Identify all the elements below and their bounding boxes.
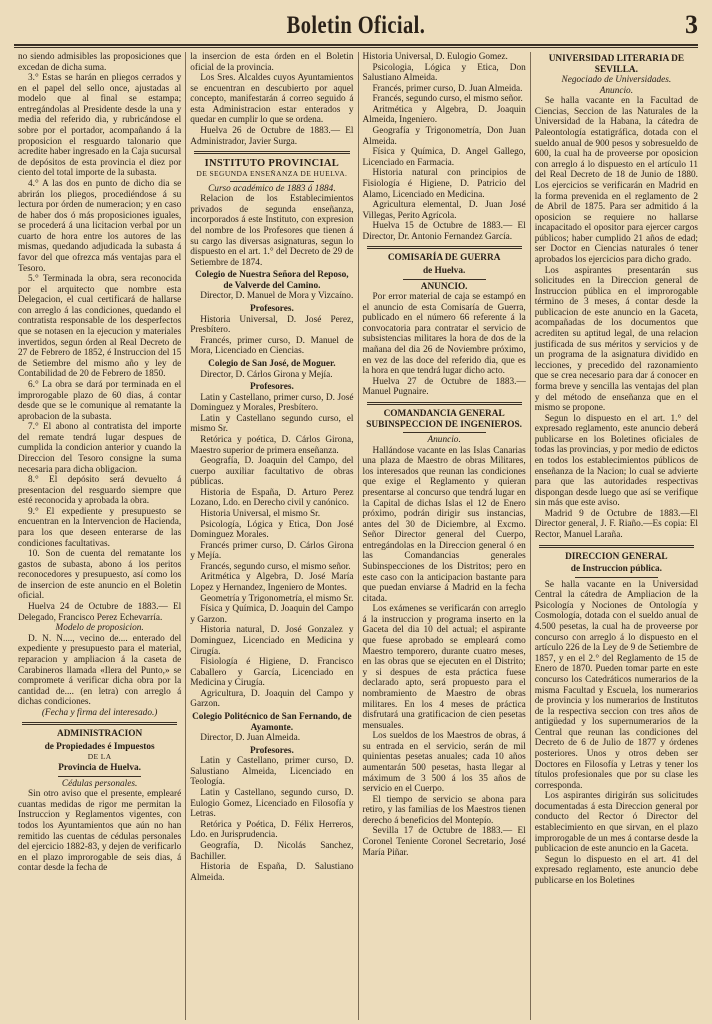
paragraph: Se halla vacante en la Universidad Central la cátedra de Ampliacion de la Psicología y Nociones de Ontología y Cosmología, dotada con el sueldo anual de 4.500 pesetas, la cual ha de proveerse por concurso con arreglo á lo dispuesto en el artículo 226 de la Ley de 9 de Setiembre de 1857, y en el 2.° del Reglamento de 15 de Enero de 1870. Pueden tomar parte en este concurso los Catedráticos numerarios de la misma Facultad y Escuela, los numerarios de provincia y los numerarios de Institutos de la respectiva seccion con tres años de antigüedad y los supernumerarios de la Central que reunan las condiciones del Decreto de 6 de Julio de 1877 y órdenes posteriores. Unos y otros deben ser Doctores en Filosofía y Letras y tener los títulos profesionales que por su clase les corresponda. xyxy=(534,579,698,791)
professor-entry: Física y Química, D. Angel Gallego, Licenciado en Farmacia. xyxy=(362,147,526,168)
professor-entry: Aritmética y Algebra, D. Joaquin Almeida, Ingeniero. xyxy=(362,104,526,126)
masthead xyxy=(14,10,698,46)
paragraph: Por error material de caja se estampó en el anuncio de esta Comisaría de Guerra, publicado en el número 66 referente á la convocatoria para contratar el servicio de subsistencias militares la hora de dos de la mañana del dia 26 de Noviembre próximo, en vez de las doce del referido dia, que es la hora en que tendrá lugar dicho acto. xyxy=(362,292,526,377)
section-label: Curso académico de 1883 á 1884. xyxy=(208,183,336,194)
professors-label: Profesores. xyxy=(249,304,294,315)
paragraph: la insercion de esta órden en el Boletin oficial de la provincia. xyxy=(190,52,354,73)
section-title: de Propiedades é Impuestos xyxy=(44,742,155,752)
divider xyxy=(575,577,658,578)
professor-entry: Historia de España, D. Salustiano Almeida. xyxy=(190,862,354,883)
section-divider xyxy=(194,151,349,154)
professor-entry: Agricultura elemental, D. Juan José Villegas, Perito Agrícola. xyxy=(362,200,526,221)
paragraph: 6.° La obra se dará por terminada en el improrogable plazo de 60 dias, á contar desde que se le comunique al rematante la aprobacion de la subasta. xyxy=(18,379,182,422)
school-director: Director, D. Manuel de Mora y Vizcaíno. xyxy=(200,291,354,302)
professor-entry: Historia Universal, D. Eulogio Gomez. xyxy=(362,52,508,62)
school-name: Colegio de San José, de Moguer. xyxy=(208,358,336,369)
section-label: Cédulas personales. xyxy=(61,778,138,789)
paragraph: Madrid 9 de Octubre de 1883.—El Director general, J. F. Riaño.—Es copia: El Rector, Manuel Laraña. xyxy=(534,508,698,541)
paragraph: Huelva 27 de Octubre de 1883.— Manuel Pugnaire. xyxy=(362,376,526,398)
section-label: Anuncio. xyxy=(427,435,461,446)
professor-entry: Geografía, D. Joaquin del Campo, del cuerpo auxiliar facultativo de obras públicas. xyxy=(190,456,354,488)
paragraph: Segun lo dispuesto en el art. 1.° del expresado reglamento, este anuncio deberá publicarse en los Boletines oficiales de todas las provincias, y por medio de edictos en todos los establecimientos públicos de enseñanza de la Nacion; lo cual se advierte para que las autoridades respectivas dispongan desde luego que así se verifique sin más que este aviso. xyxy=(534,413,698,509)
professor-entry: Geografía y Trigonometría, Don Juan Almeida. xyxy=(362,126,526,147)
paragraph: Segun lo dispuesto en el art. 41 del expresado reglamento, este anuncio debe publicarse en los Boletines xyxy=(534,854,698,886)
professor-entry: Historia de España, D. Arturo Perez Lozano, Ldo. en Derecho civil y canónico. xyxy=(190,487,354,509)
professor-entry: Psicología, Lógica y Etica, Don José Dominguez Morales. xyxy=(190,519,354,541)
section-divider xyxy=(367,402,522,405)
school-name: Colegio Politécnico de San Fernando, de Ayamonte. xyxy=(192,712,352,733)
page-title: Boletin Oficial. xyxy=(286,12,426,39)
model-title: Modelo de proposicion. xyxy=(55,623,144,634)
section-subtitle: de Huelva. xyxy=(422,265,466,276)
professor-entry: Geometría y Trigonometría, el mismo Sr. xyxy=(200,593,354,604)
section-title: COMANDANCIA GENERAL SUBINSPECCION DE INGENIEROS. xyxy=(366,408,522,430)
masthead-rule xyxy=(14,47,698,48)
section-title: DIRECCION GENERAL xyxy=(565,551,668,562)
section-divider xyxy=(539,545,694,548)
paragraph: no siendo admisibles las proposiciones que excedan de dicha suma. xyxy=(18,52,182,73)
paragraph: 4.° A las dos en punto de dicho dia se abrirán los pliegos, procediéndose á su lectura por órden de numeracion; y en caso de haber dos ó más proposiciones iguales, se procederá á una licitacion verbal por un cuarto de hora entre los autores de las mismas, quedando adjudicada la subasta á favor del que ofrezca más ventajas para el Tesoro. xyxy=(18,178,182,274)
section-title: ADMINISTRACION xyxy=(57,729,143,740)
school-director: Director, D. Juan Almeida. xyxy=(200,733,301,744)
column-2 xyxy=(186,52,358,1020)
section-divider xyxy=(22,722,177,725)
column-4 xyxy=(531,52,702,1020)
professor-entry: Latin y Castellano, segundo curso, D. Eulogio Gomez, Licenciado en Filosofía y Letras. xyxy=(190,788,354,820)
paragraph: 8.° El depósito será devuelto á presentacion del resguardo siempre que esté reconocida y aprobada la obra. xyxy=(18,475,182,507)
professor-entry: Historia Universal, D. José Perez, Presbítero. xyxy=(190,314,354,336)
professor-entry: Retórica y Poética, D. Félix Herreros, Ldo. en Jurisprudencia. xyxy=(190,819,354,841)
paragraph: Sevilla 17 de Octubre de 1883.— El Coronel Teniente Coronel Secretario, José María Piñar. xyxy=(362,826,526,858)
professor-entry: Francés primer curso, D. Cárlos Girona y Mejía. xyxy=(190,540,354,562)
paragraph: Los sueldos de los Maestros de obras, á su entrada en el servicio, serán de mil quinientas pesetas anuales; cada 10 años aumentarán 500 pesetas, hasta llegar al máximum de 3 500 á los 35 años de servicio en el Cuerpo. xyxy=(362,731,526,795)
section-subtitle: DE LA xyxy=(87,751,112,761)
section-subtitle: DE SEGUNDA ENSEÑANZA DE HUELVA. xyxy=(196,169,348,179)
section-subtitle: Negociado de Universidades. xyxy=(561,75,672,86)
section-subtitle: Provincia de Huelva. xyxy=(58,763,141,774)
divider xyxy=(58,776,141,777)
professor-entry: Francés, primer curso, D. Manuel de Mora, Licenciado en Ciencias. xyxy=(190,335,354,357)
paragraph: 7.° El abono al contratista del importe del remate tendrá lugar despues de cumplida la condicion anterior y cuando la Direccion del Tesoro consigne la suma necesaria para dicha obligacion. xyxy=(18,422,182,475)
paragraph: 9.° El expediente y presupuesto se encuentran en la Intervencion de Hacienda, para los que deseen enterarse de las condiciones facultativas. xyxy=(18,506,182,549)
paragraph: Los exámenes se verificarán con arreglo á la instruccion y programa inserto en la Gaceta del dia 10 del actual; el aspirante que fuese aprobado se empleará como Maestro temporero, durante cuatro meses, en las obras que se ejecuten en el Distrito; y si despues de esta práctica fuese declarado apto, será propuesto para el nombramiento de Maestro de obras militares. En los 4 meses de práctica disfrutará una gratificacion de cien pesetas mensuales. xyxy=(362,604,526,731)
professor-entry: Retórica y poética, D. Cárlos Girona, Maestro superior de primera enseñanza. xyxy=(190,434,354,456)
professor-entry: Geografía, D. Nicolás Sanchez, Bachiller. xyxy=(190,840,354,862)
paragraph: Los aspirantes dirigirán sus solicitudes documentadas á esta Direccion general por conducto del Rector ó Director del establecimiento en que sirvan, en el plazo improrogable de un mes á contarse desde la publicacion de este anuncio en la Gaceta. xyxy=(534,791,698,855)
professor-entry: Psicologia, Lógica y Etica, Don Salustiano Almeida. xyxy=(362,62,526,84)
professors-label: Profesores. xyxy=(249,382,294,393)
section-divider xyxy=(367,246,522,249)
professor-entry: Latin y Castellano segundo curso, el mismo Sr. xyxy=(190,413,354,435)
section-subtitle: de Instruccion pública. xyxy=(570,564,662,575)
professor-entry: Francés, segundo curso, el mismo señor. xyxy=(200,561,351,572)
paragraph: Huelva 24 de Octubre de 1883.— El Delegado, Francisco Perez Echevarría. xyxy=(18,602,182,623)
paragraph: Relacion de los Establecimientos privados de segunda enseñanza, incorporados á este Instituto, con expresion del nombre de los Profesores que tienen á su cargo las diversas asignaturas, segun lo dispuesto en el art. 1.° del Decreto de 29 de Setiembre de 1874. xyxy=(190,194,354,268)
professor-entry: Francés, primer curso, D. Juan Almeida. xyxy=(372,83,523,94)
section-label: Anuncio. xyxy=(599,85,634,96)
section-label: ANUNCIO. xyxy=(420,281,468,292)
professor-entry: Física y Química, D. Joaquin del Campo y Garzon. xyxy=(190,604,354,625)
paragraph: Los aspirantes presentarán sus solicitudes en la Direccion general de Instruccion pública en el improrogable término de 3 meses, á contar desde la publicacion de este anuncio en la Gaceta, acompañadas de los documentos que acrediten su aptitud legal, de una relacion justificada de sus méritos y servicios y de un programa de la asignatura dividido en lecciones, y precedido del razonamiento que se crea necesario para dar á conocer en forma breve y sencilla las ventajas del plan y del método de enseñanza que en el mismo se propone. xyxy=(534,265,698,414)
columns xyxy=(14,52,702,1020)
model-signature: (Fecha y firma del interesado.) xyxy=(41,707,158,718)
paragraph: 10. Son de cuenta del rematante los gastos de subasta, abono á los peritos reconocedores y presupuesto, así como los de insercion de este anuncio en el Boletin oficial. xyxy=(18,549,182,602)
column-3 xyxy=(359,52,531,1020)
paragraph: Los Sres. Alcaldes cuyos Ayuntamientos se encuentran en descubierto por aquel concepto, manifestarán á correo seguido á esta Administracion estar enterados y quedar en cumplir lo que se ordena. xyxy=(190,73,354,126)
professor-entry: Aritmética y Algebra, D. José María Lopez y Hernandez, Ingeniero de Montes. xyxy=(190,572,354,594)
school-name: Colegio de Nuestra Señora del Reposo, de Valverde del Camino. xyxy=(195,270,349,291)
professor-entry: Latin y Castellano, primer curso, D. José Dominguez y Morales, Presbítero. xyxy=(190,392,354,414)
column-1 xyxy=(14,52,186,1020)
divider xyxy=(230,181,313,182)
professor-entry: Historia natural, D. José Gonzalez y Dominguez, Licenciado en Medicina y Cirugía. xyxy=(190,625,354,657)
paragraph: Se halla vacante en la Facultad de Ciencias, Seccion de las Naturales de la Universidad de la Habana, la cátedra de Paleontología estatigráfica, dotada con el sueldo anual de 900 pesos y sobresueldo de 600, la cual ha de proveerse por oposicion con arreglo á lo dispuesto en el artículo 11 del Real Decreto de 18 de Junio de 1880. Los ejercicios se verificarán en Madrid en la forma prevenida en el reglamento de 2 de Abril de 1875. Para ser admitido á la oposicion se requiere no hallarse incapacitado el opositor para ejercer cargos públicos; haber cumplido 21 años de edad; ser Doctor en Ciencias naturales ó tener aprobados los ejercicios para dicho grado. xyxy=(534,96,698,265)
paragraph: Huelva 26 de Octubre de 1883.— El Administrador, Javier Surga. xyxy=(190,126,354,147)
paragraph: Huelva 15 de Octubre de 1883.— El Director, Dr. Antonio Fernandez García. xyxy=(362,221,526,242)
professor-entry: Fisiología é Higiene, D. Francisco Caballero y García, Licenciado en Medicina y Cirugía. xyxy=(190,657,354,689)
section-title: UNIVERSIDAD LITERARIA DE SEVILLA. xyxy=(548,54,685,75)
professor-entry: Francés, segundo curso, el mismo señor. xyxy=(372,94,523,105)
professor-entry: Historia Universal, el mismo Sr. xyxy=(200,509,321,520)
divider xyxy=(403,432,486,433)
professor-entry: Historia natural con principios de Fisiología é Higiene, D. Patricio del Alamo, Licenciado en Medicina. xyxy=(362,168,526,200)
section-title: COMISARÍA DE GUERRA xyxy=(387,253,501,264)
school-director: Director, D. Cárlos Girona y Mejía. xyxy=(200,369,333,380)
model-body: D. N. N...., vecino de.... enterado del expediente y presupuesto para el material, reparacion y ampliacion á la caseta de Carabineros llamada «Ilera del Punto,» se compromete á verificar dicha obra por la cantidad de.... (en letra) con arreglo á dichas condiciones. xyxy=(18,633,182,708)
professor-entry: Latin y Castellano, primer curso, D. Salustiano Almeida, Licenciado en Teología. xyxy=(190,756,354,788)
section-title: INSTITUTO PROVINCIAL xyxy=(204,158,340,170)
divider xyxy=(403,279,486,280)
paragraph: 3.° Estas se harán en pliegos cerrados y en el papel del sello once, ajustadas al modelo que al final se estampa; entregándolas al Presidente desde la una y media del referido dia, y rubricándose el sobre por el portador, acompañando á la proposicion el resguardo talonario que acredite haber ingresado en la Caja sucursal de depósitos de esta provincia el diez por ciento del total importe de la subasta. xyxy=(18,73,182,179)
paragraph: Hallándose vacante en las Islas Canarias una plaza de Maestro de obras Militares, los interesados que reunan las condiciones que exige el Reglamento y quieran presentarse al concurso que tendrá lugar en la Capital de dichas Islas el 12 de Enero próximo, podrán dirigir sus instancias, antes del 30 de Diciembre, al Excmo. Señor Director general del Cuerpo, entregándolas en la Direccion general ó en las Comandancias generales Subinspecciones de los Distritos; pero en este caso con la anticipacion bastante para que puedan enviarse á Madrid en la fecha citada. xyxy=(362,445,526,604)
paragraph: El tiempo de servicio se abona para retiro, y las familias de los Maestros tienen derecho á beneficios del Montepío. xyxy=(362,794,526,826)
professors-label: Profesores. xyxy=(249,745,294,756)
professor-entry: Agricultura, D. Joaquin del Campo y Garzon. xyxy=(190,688,354,710)
paragraph: 5.° Terminada la obra, sera reconocida por el arquitecto que nombre esta Delegacion, el cual certificará de hallarse con arreglo á las condiciones, quedando el contratista responsable de los desperfectos que se notasen en la ejecucion y materiales invertidos, segun órden al Real Decreto de 27 de Febrero de 1852, é Instruccion del 15 de Setiembre del mismo año y ley de Contabilidad de 20 de Febrero de 1850. xyxy=(18,274,182,380)
paragraph: Sin otro aviso que el presente, emplearé cuantas medidas de rigor me permitan la Instruccion y Reglamentos vigentes, con todos los Ayuntamientos que aún no han remitido las cuentas de cédulas personales del ejercicio 1882-83, y dejen de verificarlo en el plazo improrogable de seis dias, á contar desde la fecha de xyxy=(18,789,182,874)
page-number: 3 xyxy=(685,10,698,39)
